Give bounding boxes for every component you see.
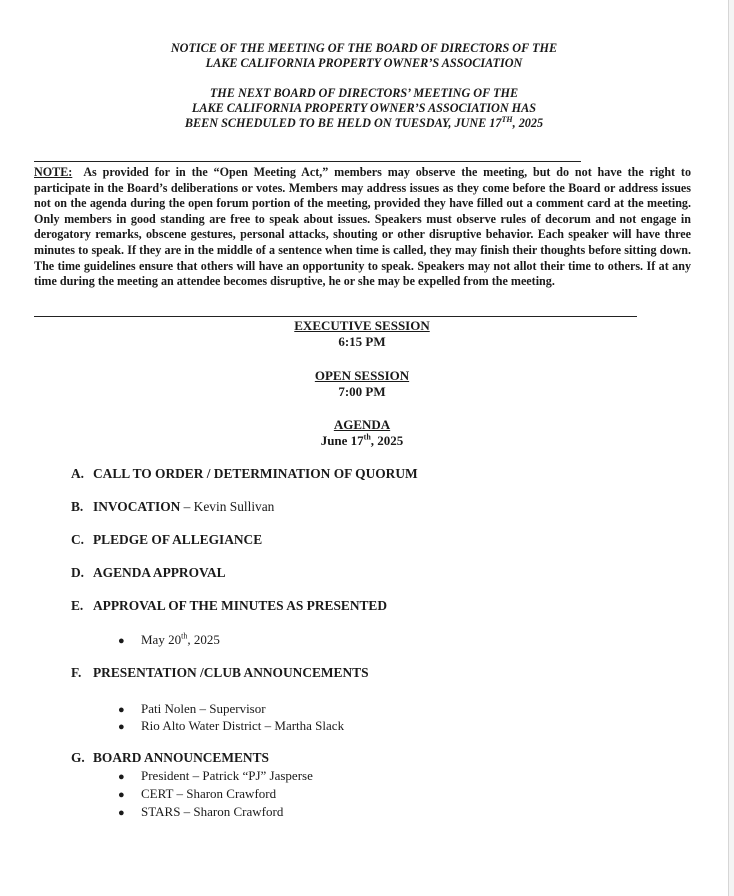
agenda-item-g: G. BOARD ANNOUNCEMENTS	[71, 750, 269, 765]
agenda-item-e: E. APPROVAL OF THE MINUTES AS PRESENTED	[71, 598, 388, 613]
agenda-date: June 17th, 2025	[320, 432, 404, 448]
open-session	[168, 368, 556, 400]
divider	[34, 316, 637, 317]
agenda-item-b: B. INVOCATION – Kevin Sullivan	[71, 499, 275, 514]
notice-heading	[0, 41, 728, 71]
note-text: As provided for in the “Open Meeting Act,” members may observe the meeting, but do not have the right to participate in the Board’s deliberations or votes. Members may address issues as they come before the Board or address issues not on the agenda during the open forum portion of the meeting, provided they have filled out a comment card at the meeting. Only members in good standing are free to speak about issues. Speakers must observe rules of decorum and not engage in derogatory remarks, obscene gestures, personal attacks, shouting or other disruptive behavior. Each speaker will have three minutes to speak. If they are in the middle of a sentence when time is called, they may finish their thoughts before sitting down. The time guidelines ensure that others will have an opportunity to speak. Speakers may not allot their time to others. If at any time during the meeting an attendee becomes disruptive, he or she may be expelled from the meeting.	[34, 165, 691, 289]
next-meeting-line: BEEN SCHEDULED TO BE HELD ON TUESDAY, JUNE 17TH, 2025	[184, 114, 544, 130]
next-meeting-heading	[0, 86, 728, 131]
open-session-time: 7:00 PM	[338, 384, 386, 399]
list-item: ● CERT – Sharon Crawford	[118, 786, 277, 801]
next-meeting-line: THE NEXT BOARD OF DIRECTORS’ MEETING OF THE	[209, 86, 519, 100]
note-label: NOTE:	[34, 165, 73, 179]
agenda-item-c: C. PLEDGE OF ALLEGIANCE	[71, 532, 263, 547]
next-meeting-line: LAKE CALIFORNIA PROPERTY OWNER’S ASSOCIATION HAS	[191, 101, 537, 115]
bullet-icon: ●	[118, 771, 125, 783]
bullet-icon: ●	[118, 721, 125, 733]
agenda-title: AGENDA	[333, 417, 391, 432]
agenda-heading	[168, 417, 556, 449]
list-item: ● Rio Alto Water District – Martha Slack	[118, 718, 345, 733]
executive-session-time: 6:15 PM	[338, 334, 386, 349]
executive-session-title: EXECUTIVE SESSION	[294, 318, 430, 333]
list-item: ● Pati Nolen – Supervisor	[118, 701, 266, 716]
list-item: ● President – Patrick “PJ” Jasperse	[118, 768, 313, 783]
agenda-item-a: A. CALL TO ORDER / DETERMINATION OF QUORUM	[71, 466, 418, 481]
agenda-item-f: F. PRESENTATION /CLUB ANNOUNCEMENTS	[71, 665, 369, 680]
bullet-icon: ●	[118, 807, 125, 819]
agenda-item-d: D. AGENDA APPROVAL	[71, 565, 226, 580]
open-session-title: OPEN SESSION	[314, 368, 410, 383]
executive-session	[168, 318, 556, 350]
divider	[34, 161, 581, 162]
bullet-icon: ●	[118, 704, 125, 716]
bullet-icon: ●	[118, 789, 125, 801]
notice-line: NOTICE OF THE MEETING OF THE BOARD OF DIRECTORS OF THE	[170, 41, 558, 55]
list-item: ● STARS – Sharon Crawford	[118, 804, 284, 819]
open-meeting-note	[34, 165, 691, 290]
notice-line: LAKE CALIFORNIA PROPERTY OWNER’S ASSOCIATION	[205, 56, 523, 70]
bullet-icon: ●	[118, 635, 125, 647]
list-item: ● May 20th, 2025	[118, 631, 220, 647]
